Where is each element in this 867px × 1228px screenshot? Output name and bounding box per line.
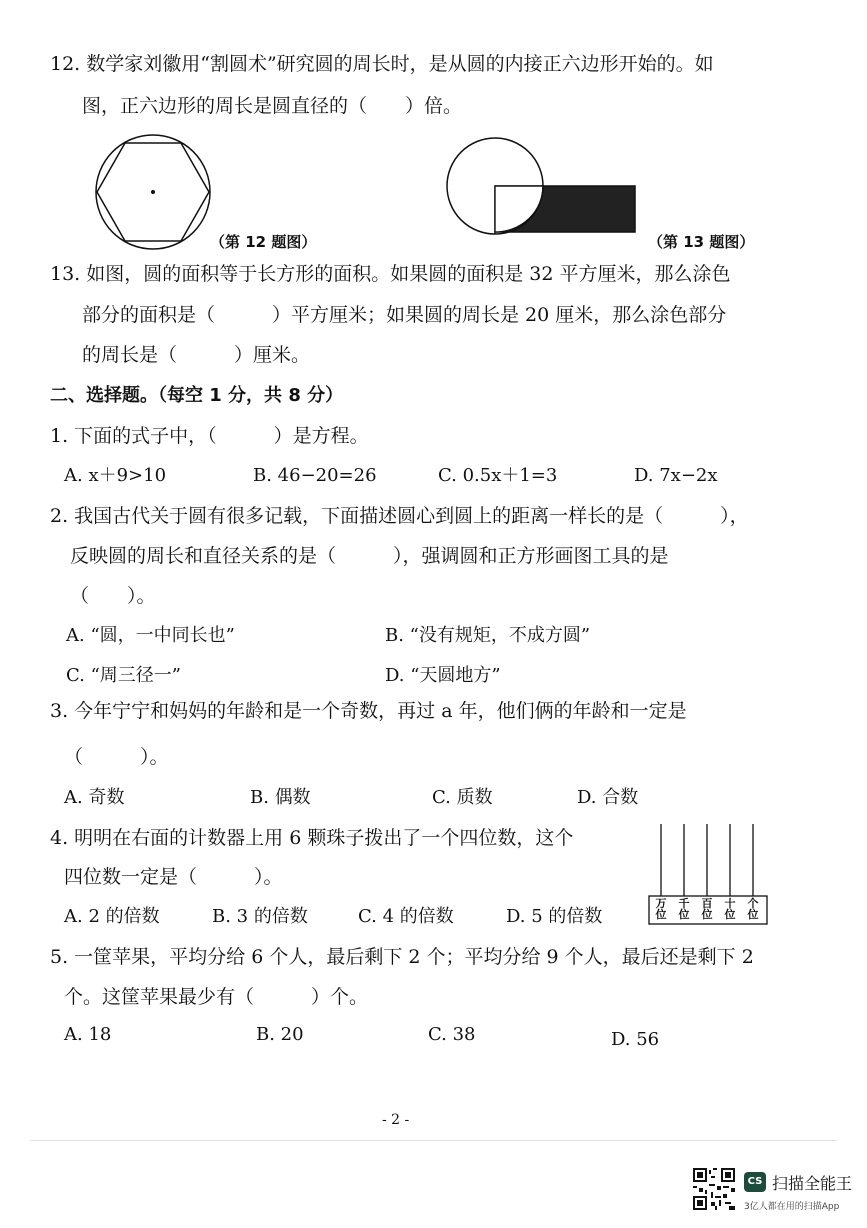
q12-line-2: 图，正六边形的周长是圆直径的（ ）倍。	[82, 95, 463, 117]
c4-option-b: B. 3 的倍数	[212, 906, 308, 927]
page-number: - 2 -	[382, 1112, 410, 1128]
q13-line-1: 13. 如图，圆的面积等于长方形的面积。如果圆的面积是 32 平方厘米，那么涂色	[50, 263, 731, 285]
cs-logo-icon: CS	[744, 1172, 766, 1192]
abacus-label-bai: 百位	[701, 897, 713, 921]
c4-line-2: 四位数一定是（ ）。	[64, 866, 283, 888]
q13-figure-circle-rectangle	[445, 138, 640, 238]
abacus-label-ge: 个位	[747, 897, 759, 921]
c3-option-a: A. 奇数	[64, 787, 125, 808]
c3-line-1: 3. 今年宁宁和妈妈的年龄和是一个奇数，再过 a 年，他们俩的年龄和一定是	[50, 700, 687, 722]
c2-line-1: 2. 我国古代关于圆有很多记载，下面描述圆心到圆上的距离一样长的是（ ），	[50, 505, 749, 527]
footer-divider	[30, 1140, 837, 1141]
abacus-label-qian: 千位	[678, 897, 690, 921]
c5-option-d: D. 56	[611, 1029, 660, 1050]
c3-option-d: D. 合数	[577, 787, 639, 808]
c3-line-2: （ ）。	[64, 746, 169, 768]
c4-option-d: D. 5 的倍数	[506, 906, 603, 927]
q13-caption: （第 13 题图）	[648, 233, 755, 251]
c5-option-b: B. 20	[256, 1024, 304, 1045]
c2-line-3: （ ）。	[70, 585, 156, 607]
abacus-label-shi: 十位	[724, 897, 736, 921]
c4-option-c: C. 4 的倍数	[358, 906, 454, 927]
c1-option-d: D. 7x−2x	[634, 465, 718, 486]
c2-option-c: C. “周三径一”	[66, 665, 181, 686]
qr-code-icon	[693, 1168, 735, 1210]
c1-stem: 1. 下面的式子中，（ ）是方程。	[50, 425, 369, 447]
section-2-title: 二、选择题。（每空 1 分，共 8 分）	[50, 385, 344, 406]
c3-option-b: B. 偶数	[250, 787, 311, 808]
c2-option-b: B. “没有规矩，不成方圆”	[385, 625, 591, 646]
c1-option-b: B. 46−20=26	[253, 465, 377, 486]
c5-line-2: 个。这筐苹果最少有（ ）个。	[64, 986, 369, 1008]
c5-option-a: A. 18	[64, 1024, 112, 1045]
c1-option-c: C. 0.5x＋1=3	[438, 465, 558, 486]
c5-line-1: 5. 一筐苹果，平均分给 6 个人，最后剩下 2 个；平均分给 9 个人，最后还是剩下 2	[50, 946, 754, 968]
q12-caption: （第 12 题图）	[210, 233, 317, 251]
c4-line-1: 4. 明明在右面的计数器上用 6 颗珠子拨出了一个四位数，这个	[50, 827, 574, 849]
q12-line-1: 12. 数学家刘徽用“割圆术”研究圆的周长时，是从圆的内接正六边形开始的。如	[50, 53, 714, 75]
c2-line-2: 反映圆的周长和直径关系的是（ ），强调圆和正方形画图工具的是	[70, 545, 669, 567]
c4-option-a: A. 2 的倍数	[64, 906, 160, 927]
c1-option-a: A. x＋9>10	[64, 465, 167, 486]
q13-line-2: 部分的面积是（ ）平方厘米；如果圆的周长是 20 厘米，那么涂色部分	[82, 304, 727, 326]
c5-option-c: C. 38	[428, 1024, 476, 1045]
c2-option-a: A. “圆，一中同长也”	[66, 625, 235, 646]
brand-tagline: 3亿人都在用的扫描App	[744, 1202, 840, 1212]
abacus-label-wan: 万位	[655, 897, 667, 921]
q12-figure-hexagon-in-circle	[95, 135, 215, 251]
c3-option-c: C. 质数	[432, 787, 493, 808]
c2-option-d: D. “天圆地方”	[385, 665, 501, 686]
q13-line-3: 的周长是（ ）厘米。	[82, 344, 311, 366]
brand-name: 扫描全能王	[772, 1174, 853, 1193]
